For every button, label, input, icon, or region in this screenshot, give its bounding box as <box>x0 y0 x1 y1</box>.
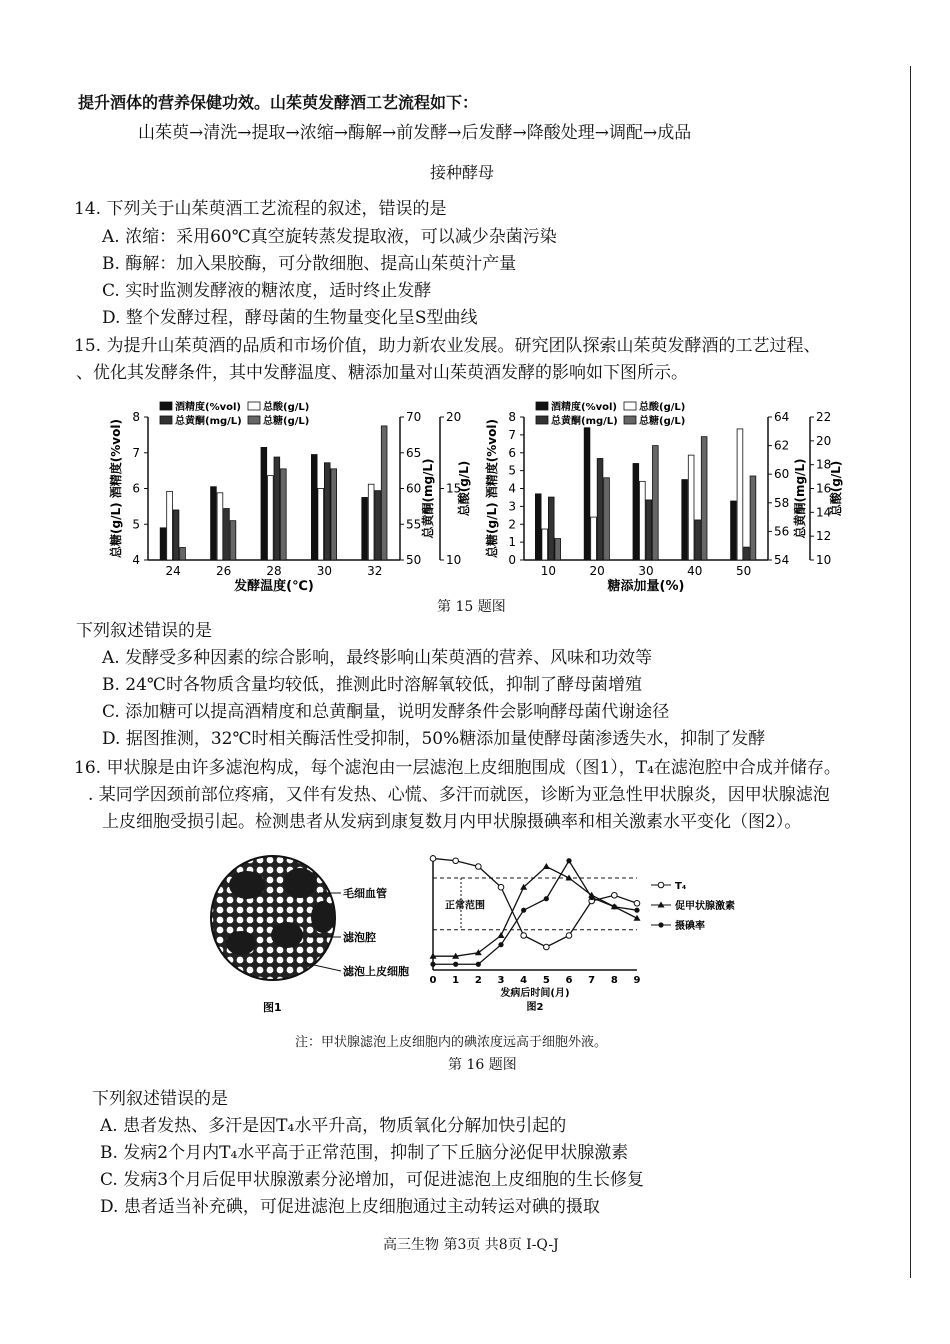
legend-label: 总黄酮(mg/L) <box>175 416 242 427</box>
y-tick-label-right2: 12 <box>816 529 832 544</box>
data-point <box>543 863 550 869</box>
data-point <box>498 942 503 947</box>
page-footer: 高三生物 第3页 共8页 I-Q-J <box>383 1237 559 1253</box>
flow-note: 接种酵母 <box>430 163 495 182</box>
y-tick-label-left: 8 <box>132 410 140 424</box>
data-point <box>521 908 526 913</box>
legend-swatch <box>160 402 172 410</box>
y-axis-title-left: 总糖(g/L) 酒精度(%vol) <box>109 419 123 558</box>
y-tick-label-right1: 54 <box>774 553 790 567</box>
data-point <box>566 858 571 863</box>
flow-step: 调配 <box>609 123 643 143</box>
y-tick-label-left: 0 <box>508 553 516 567</box>
bar <box>584 428 590 560</box>
q14-option-c: C. 实时监测发酵液的糖浓度，适时终止发酵 <box>102 281 432 301</box>
data-point <box>634 908 639 913</box>
y-tick-label-right2: 16 <box>816 481 832 496</box>
bar <box>217 493 223 560</box>
legend-label: 总酸(g/L) <box>263 402 310 413</box>
legend-label: 总酸(g/L) <box>639 402 686 413</box>
bar <box>281 469 287 560</box>
legend-marker <box>658 922 663 927</box>
x-axis-title: 糖添加量(%) <box>607 579 685 594</box>
bar <box>381 426 387 560</box>
x-tick-label: 2 <box>474 975 482 986</box>
legend-label: 总糖(g/L) <box>263 416 310 427</box>
y-tick-label-left: 7 <box>132 445 140 460</box>
bar <box>224 509 230 560</box>
y-tick-label-left: 8 <box>508 410 516 424</box>
y-tick-label-left: 2 <box>508 517 516 532</box>
bar <box>230 521 236 560</box>
y-tick-label-left: 4 <box>132 553 140 567</box>
flow-step: 前发酵 <box>396 123 448 143</box>
flow-arrow: → <box>189 123 204 143</box>
bar <box>633 463 639 560</box>
thyroid-follicle-figure <box>205 845 425 1020</box>
data-point <box>612 904 617 909</box>
bar <box>548 497 554 560</box>
legend-swatch <box>248 402 260 410</box>
x-tick-label: 9 <box>633 975 641 986</box>
legend-label: 总黄酮(mg/L) <box>551 416 618 427</box>
flow-arrow: → <box>333 123 348 143</box>
flow-step: 成品 <box>657 123 692 143</box>
flow-arrow: → <box>643 123 658 143</box>
y-tick-label-right2: 10 <box>816 553 832 567</box>
q14-option-d: D. 整个发酵过程，酵母菌的生物量变化呈S型曲线 <box>102 308 478 328</box>
bar <box>268 476 274 560</box>
bar <box>368 484 374 560</box>
y-tick-label-right2: 15 <box>446 481 462 496</box>
y-tick-label-right2: 10 <box>446 553 462 567</box>
legend-swatch <box>248 416 260 424</box>
y-tick-label-left: 4 <box>508 481 516 496</box>
bar <box>737 429 743 560</box>
x-tick-label: 32 <box>367 564 383 578</box>
fig1-label-capillary: 毛细血管 <box>343 887 387 900</box>
y-tick-label-right2: 22 <box>816 410 832 424</box>
flow-arrow: → <box>594 123 609 143</box>
y-tick-label-left: 7 <box>508 427 516 442</box>
legend-swatch <box>536 416 548 424</box>
data-point <box>544 896 549 901</box>
y-tick-label-right2: 18 <box>816 457 832 472</box>
bar <box>375 491 381 560</box>
flow-step: 山茱萸 <box>138 123 189 143</box>
x-tick-label: 8 <box>610 975 618 986</box>
data-point <box>634 915 641 921</box>
q16-option-b: B. 发病2个月内T₄水平高于正常范围，抑制了下丘脑分泌促甲状腺激素 <box>100 1143 629 1163</box>
y-axis-title-left: 总糖(g/L) 酒精度(%vol) <box>485 419 499 558</box>
bar <box>701 437 707 560</box>
x-tick-label: 3 <box>497 975 505 986</box>
bar <box>597 458 603 560</box>
process-flow <box>138 118 691 143</box>
follicle-lumen <box>229 871 265 899</box>
x-tick-label: 0 <box>429 975 437 986</box>
x-tick-label: 7 <box>588 975 596 986</box>
flow-step: 提取 <box>251 123 286 143</box>
y-tick-label-right1: 55 <box>406 517 422 532</box>
bar <box>274 457 280 560</box>
intro-line: 提升酒体的营养保健功效。山茱萸发酵酒工艺流程如下： <box>78 93 479 112</box>
bar <box>324 463 330 560</box>
x-tick-label: 30 <box>638 564 654 578</box>
q14-option-a: A. 浓缩：采用60℃真空旋转蒸发提取液，可以减少杂菌污染 <box>102 227 557 247</box>
fig2-caption: 图2 <box>526 1002 544 1013</box>
legend-swatch <box>160 416 172 424</box>
data-point <box>634 901 640 907</box>
bar <box>160 528 166 560</box>
q16-stem-line2: . 某同学因颈前部位疼痛，又伴有发热、心慌、多汗而就医，诊断为亚急性甲状腺炎，因甲状腺滤泡 <box>88 785 830 805</box>
flow-step: 浓缩 <box>299 123 334 143</box>
y-tick-label-left: 6 <box>132 481 140 496</box>
y-tick-label-left: 5 <box>508 463 516 478</box>
q14-option-b: B. 酶解：加入果胶酶，可分散细胞、提高山茱萸汁产量 <box>102 254 517 274</box>
y-tick-label-right2: 20 <box>446 410 462 424</box>
x-tick-label: 40 <box>687 564 703 578</box>
x-axis-title: 发病后时间(月) <box>500 988 570 999</box>
data-point <box>430 962 435 967</box>
legend-marker <box>658 882 664 888</box>
fig1-label-lumen: 滤泡腔 <box>343 931 376 944</box>
q16-option-c: C. 发病3个月后促甲状腺激素分泌增加，可促进滤泡上皮细胞的生长修复 <box>100 1170 645 1190</box>
fermentation-temperature-chart <box>100 395 475 595</box>
x-tick-label: 24 <box>165 564 181 578</box>
bar <box>591 517 597 560</box>
flow-arrow: → <box>237 123 252 143</box>
fig1-label-epithelial: 滤泡上皮细胞 <box>343 965 409 978</box>
bar <box>695 520 701 560</box>
y-tick-label-right2: 14 <box>816 505 832 520</box>
y-axis-title-right2: 总酸(g/L) <box>829 460 843 517</box>
bar <box>535 494 541 560</box>
data-point <box>544 944 550 950</box>
flow-step: 后发酵 <box>461 123 513 143</box>
legend-label: 促甲状腺激素 <box>675 901 735 912</box>
data-point <box>453 962 458 967</box>
q15-option-d: D. 据图推测，32℃时相关酶活性受抑制，50%糖添加量使酵母菌渗透失水，抑制了发酵 <box>102 729 766 749</box>
q16-question: 下列叙述错误的是 <box>92 1089 228 1109</box>
data-point <box>498 932 505 938</box>
x-tick-label: 50 <box>735 564 752 578</box>
q14-stem: 14. 下列关于山茱萸酒工艺流程的叙述，错误的是 <box>74 199 447 219</box>
flow-arrow: → <box>447 123 462 143</box>
x-tick-label: 5 <box>542 975 550 986</box>
y-tick-label-left: 5 <box>132 517 140 532</box>
data-point <box>566 933 572 939</box>
x-tick-label: 20 <box>589 564 605 578</box>
y-tick-label-right1: 50 <box>406 553 422 567</box>
margin-rule <box>910 66 911 1278</box>
legend-swatch <box>536 402 548 410</box>
bar <box>211 487 217 560</box>
legend-label: 酒精度(%vol) <box>551 402 617 413</box>
x-tick-label: 28 <box>266 564 282 578</box>
q16-figure-caption: 第 16 题图 <box>448 1057 517 1073</box>
q15-stem-line2: 、优化其发酵条件，其中发酵温度、糖添加量对山茱萸酒发酵的影响如下图所示。 <box>76 363 688 383</box>
bar <box>331 469 337 560</box>
data-point <box>521 933 527 939</box>
q15-stem-line1: 15. 为提升山茱萸酒的品质和市场价值，助力新农业发展。研究团队探索山茱萸发酵酒的工艺过程、 <box>74 336 821 356</box>
y-tick-label-right1: 64 <box>774 410 790 424</box>
q15-option-c: C. 添加糖可以提高酒精度和总黄酮量，说明发酵条件会影响酵母菌代谢途径 <box>102 702 670 722</box>
y-tick-label-left: 6 <box>508 445 516 460</box>
y-tick-label-right2: 20 <box>816 433 832 448</box>
x-axis-title: 发酵温度(℃) <box>234 579 314 594</box>
q15-option-a: A. 发酵受多种因素的综合影响，最终影响山茱萸酒的营养、风味和功效等 <box>102 648 653 668</box>
bar <box>173 510 179 560</box>
y-axis-title-right2: 总酸(g/L) <box>457 460 471 517</box>
y-axis-title-right1: 总黄酮(mg/L) <box>421 458 435 539</box>
normal-range-label: 正常范围 <box>445 900 485 912</box>
bar <box>555 539 561 560</box>
bar <box>180 547 186 560</box>
q16-option-a: A. 患者发热、多汗是因T₄水平升高，物质氧化分解加快引起的 <box>100 1116 567 1136</box>
bar <box>731 501 737 560</box>
y-tick-label-left: 3 <box>508 499 516 514</box>
q16-stem-line3: 上皮细胞受损引起。检测患者从发病到康复数月内甲状腺摄碘率和相关激素水平变化（图2）。 <box>102 812 802 832</box>
bar <box>646 500 652 560</box>
sugar-addition-chart <box>485 395 878 595</box>
data-point <box>612 892 618 898</box>
x-tick-label: 1 <box>452 975 460 986</box>
fig1-caption: 图1 <box>263 1001 282 1014</box>
legend-swatch <box>624 416 636 424</box>
flow-arrow: → <box>512 123 527 143</box>
bar <box>744 547 750 560</box>
y-tick-label-right1: 65 <box>406 445 422 460</box>
x-tick-label: 26 <box>215 564 232 578</box>
bar <box>542 529 548 560</box>
q15-option-b: B. 24℃时各物质含量均较低，推测此时溶解氧较低，抑制了酵母菌增殖 <box>102 675 642 695</box>
flow-arrow: → <box>382 123 397 143</box>
legend-label: 酒精度(%vol) <box>175 402 241 413</box>
data-point <box>476 864 482 870</box>
data-point <box>430 856 436 862</box>
data-point <box>476 962 481 967</box>
bar <box>750 476 756 560</box>
y-tick-label-right1: 62 <box>774 438 790 453</box>
y-tick-label-right1: 60 <box>774 467 790 482</box>
x-tick-label: 6 <box>565 975 573 986</box>
legend-label: 摄碘率 <box>675 921 705 932</box>
bar <box>653 446 659 560</box>
flow-step: 酶解 <box>348 123 382 143</box>
data-point <box>589 895 594 900</box>
flow-arrow: → <box>285 123 300 143</box>
bar <box>604 478 610 560</box>
legend-swatch <box>624 402 636 410</box>
bar <box>318 489 324 561</box>
bar <box>311 455 317 560</box>
x-tick-label: 4 <box>520 975 528 986</box>
bar <box>362 497 368 560</box>
q15-question: 下列叙述错误的是 <box>76 621 212 641</box>
flow-step: 清洗 <box>203 123 238 143</box>
y-axis-title-right1: 总黄酮(mg/L) <box>793 458 807 539</box>
data-point <box>453 858 459 864</box>
q16-stem-line1: 16. 甲状腺是由许多滤泡构成，每个滤泡由一层滤泡上皮细胞围成（图1），T₄在滤泡腔中合成并储存。 <box>74 758 841 778</box>
y-tick-label-right1: 70 <box>406 410 422 424</box>
y-tick-label-right1: 58 <box>774 495 790 510</box>
x-tick-label: 30 <box>316 564 333 578</box>
legend-label: T₄ <box>675 881 687 892</box>
thyroid-timecourse-chart <box>425 845 770 1020</box>
y-tick-label-right1: 60 <box>406 481 422 496</box>
y-tick-label-right1: 56 <box>774 524 790 539</box>
q15-figure-caption: 第 15 题图 <box>437 599 506 615</box>
x-tick-label: 10 <box>540 564 557 578</box>
bar <box>682 480 688 560</box>
q16-note: 注：甲状腺滤泡上皮细胞内的碘浓度远高于细胞外液。 <box>295 1035 608 1050</box>
flow-step: 降酸处理 <box>526 123 595 143</box>
bar <box>688 455 694 560</box>
q16-option-d: D. 患者适当补充碘，可促进滤泡上皮细胞通过主动转运对碘的摄取 <box>100 1197 600 1217</box>
bar <box>167 491 173 560</box>
data-point <box>498 884 504 890</box>
bar <box>261 447 267 560</box>
legend-label: 总糖(g/L) <box>639 416 686 427</box>
bar <box>640 481 646 560</box>
y-tick-label-left: 1 <box>508 535 516 550</box>
